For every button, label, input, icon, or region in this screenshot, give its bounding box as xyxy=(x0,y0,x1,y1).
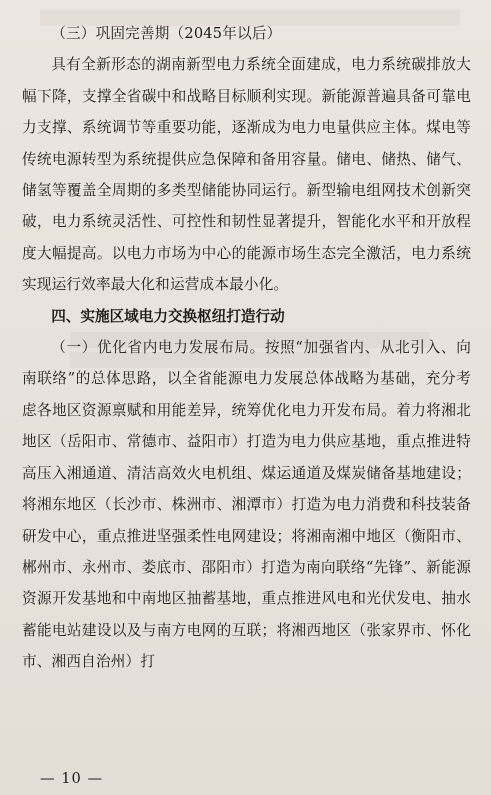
section-4-sub-1 xyxy=(22,332,471,677)
bleed-through-shadow xyxy=(70,352,370,368)
section-3-body: 具有全新形态的湖南新型电力系统全面建成，电力系统碳排放大幅下降，支撑全省碳中和战略目标顺利实现。新能源普遍具备可靠电力支撑、系统调节等重要功能，逐渐成为电力电量供应主体。煤电等传统电源转型为系统提供应急保障和备用容量。储电、储热、储气、储氢等覆盖全周期的多类型储能协同运行。新型输电组网技术创新突破，电力系统灵活性、可控性和韧性显著提升，智能化水平和开放程度大幅提高。以电力市场为中心的能源市场生态完全激活，电力系统实现运行效率最大化和运营成本最小化。 xyxy=(22,56,471,294)
bleed-through-shadow xyxy=(40,10,460,26)
sub-1-body: 按照“加强省内、从北引入、向南联络”的总体思路，以全省能源电力发展总体战略为基础，充分考虑各地区资源禀赋和用能差异，统筹优化电力开发布局。着力将湘北地区（岳阳市、常德市、益阳市）打造为电力供应基地，重点推进特高压入湘通道、清洁高效火电机组、煤运通道及煤炭储备基地建设；将湘东地区（长沙市、株洲市、湘潭市）打造为电力消费和科技装备研发中心，重点推进坚强柔性电网建设；将湘南湘中地区（衡阳市、郴州市、永州市、娄底市、邵阳市）打造为南向联络“先锋”、新能源资源开发基地和中南地区抽蓄基地，重点推进风电和光伏发电、抽水蓄能电站建设以及与南方电网的互联；将湘西地区（张家界市、怀化市、湘西自治州）打 xyxy=(22,339,471,671)
section-4-heading: 四、实施区域电力交换枢纽打造行动 xyxy=(51,307,285,325)
bleed-through-shadow xyxy=(70,332,430,348)
sub-1-title: （一）优化省内电力发展布局。 xyxy=(51,339,265,357)
page-number: — 10 — xyxy=(40,770,104,787)
section-3-title: （三）巩固完善期（2045年以后） xyxy=(51,25,282,42)
